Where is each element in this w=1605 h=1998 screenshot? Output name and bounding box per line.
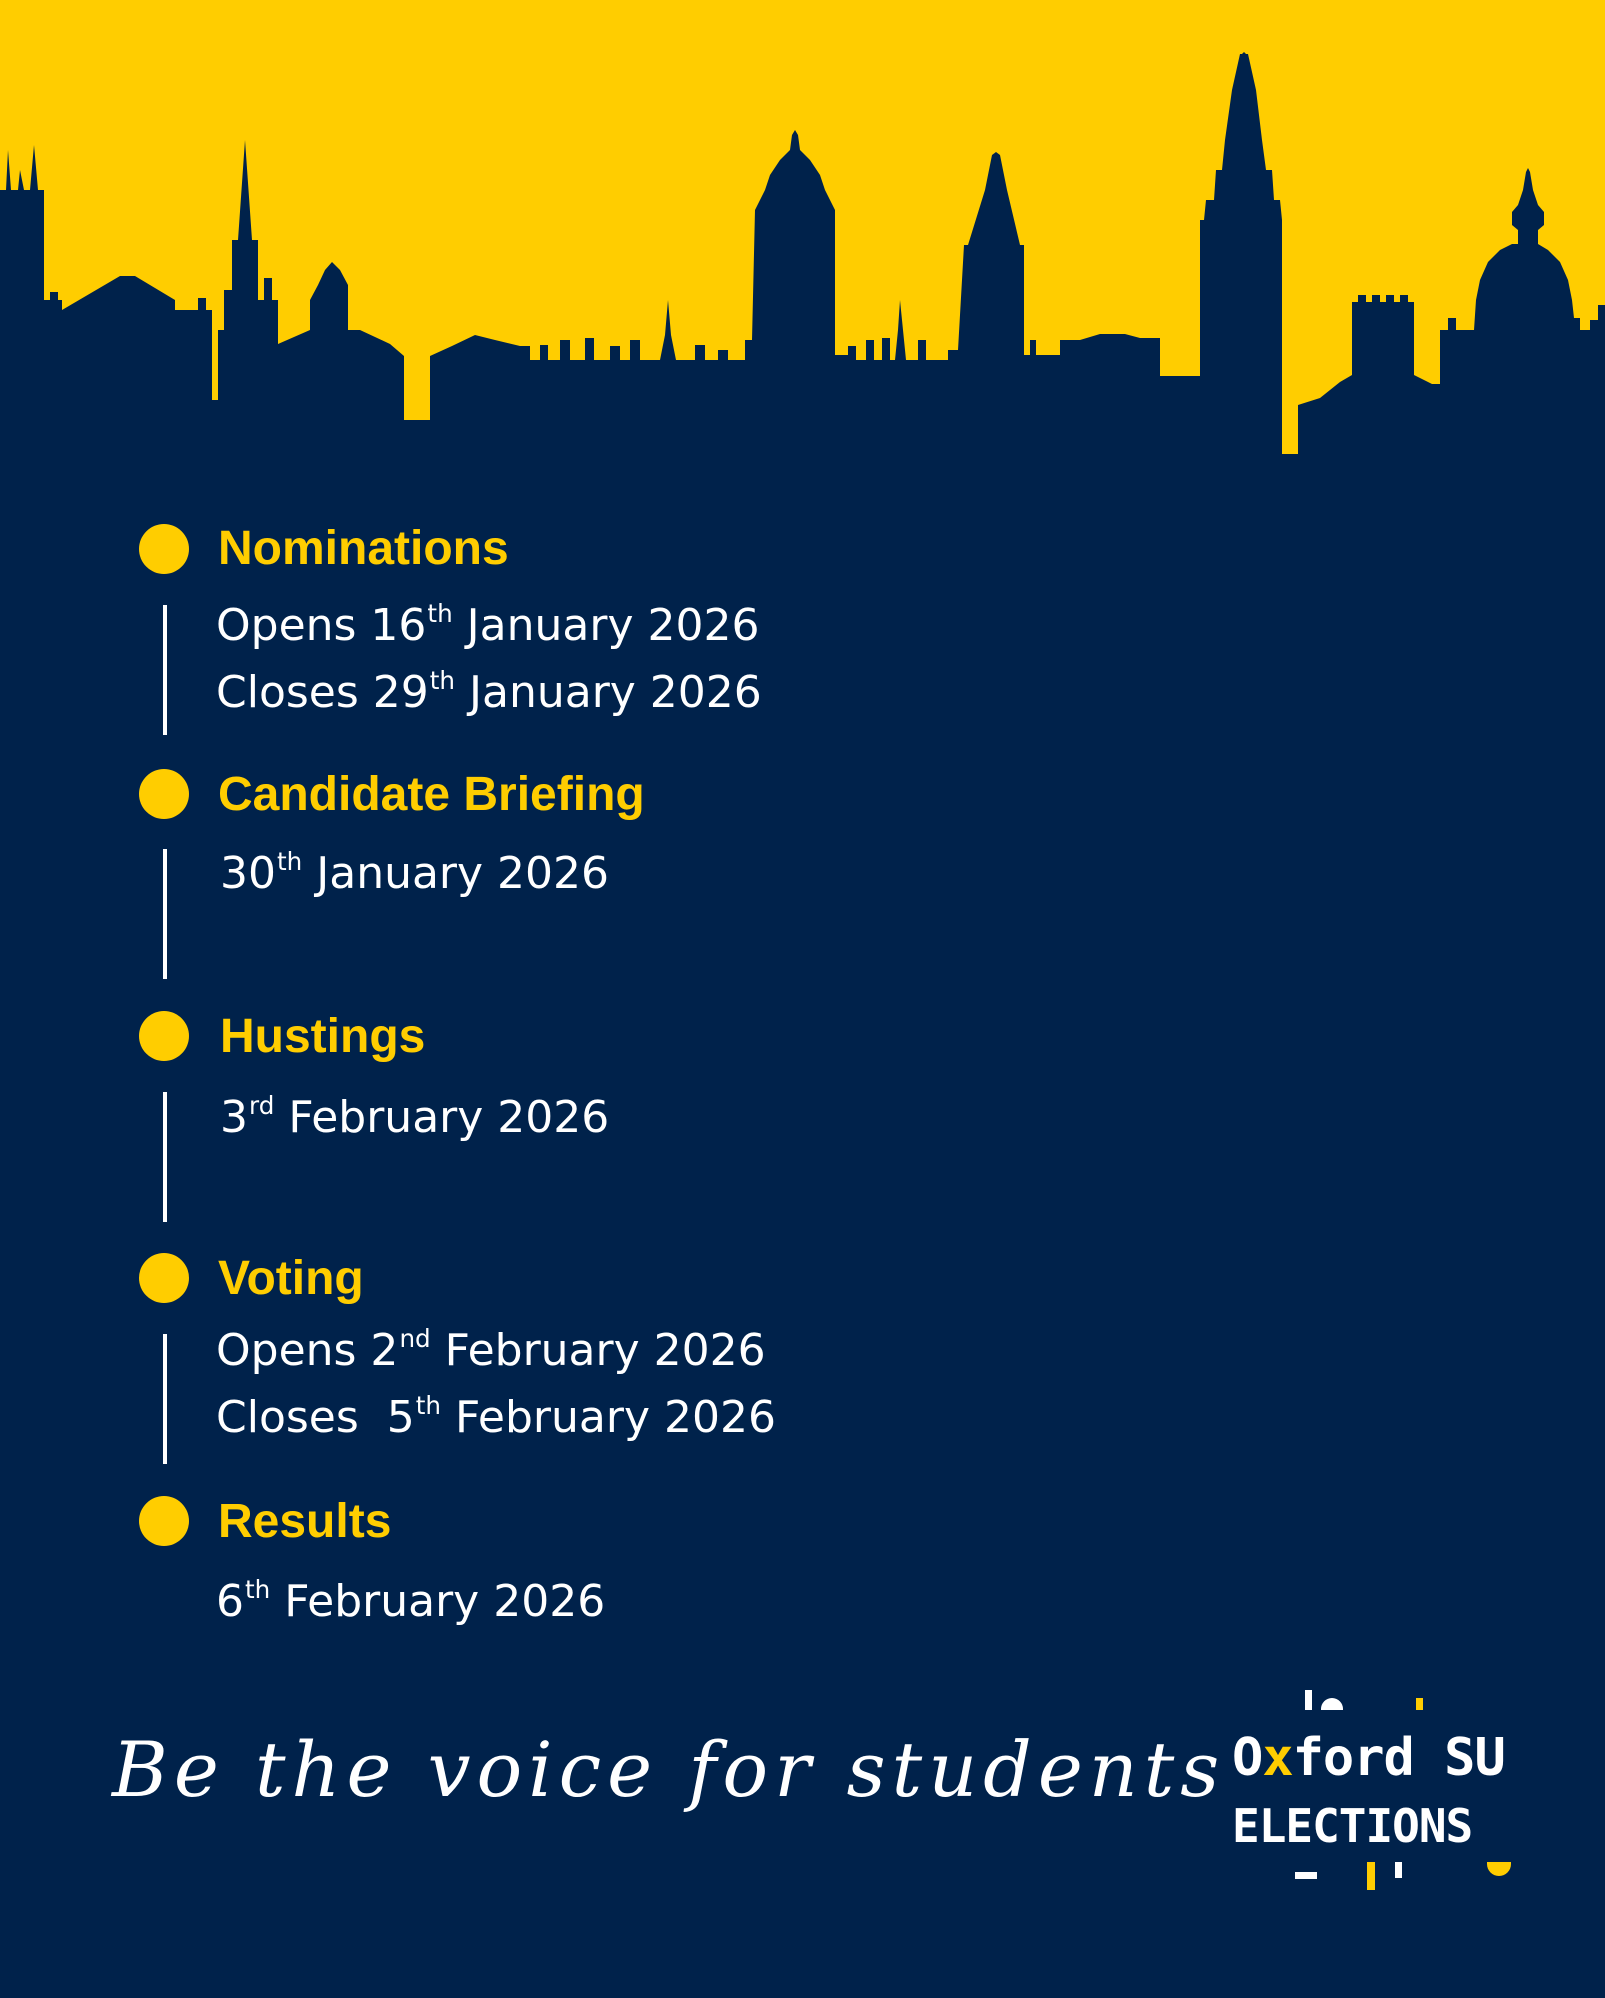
oxford-su-elections-logo bbox=[1225, 1690, 1525, 1890]
timeline-heading: Nominations bbox=[218, 522, 509, 575]
logo-decorative-mark bbox=[1295, 1872, 1317, 1879]
timeline-date-line: Opens 16th January 2026 bbox=[216, 598, 760, 651]
timeline-date-line: Closes 29th January 2026 bbox=[216, 665, 762, 718]
timeline-connector-line bbox=[163, 605, 167, 735]
timeline-date-line: 3rd February 2026 bbox=[220, 1090, 610, 1143]
timeline-date-line: 30th January 2026 bbox=[220, 846, 610, 899]
timeline-bullet-dot bbox=[139, 1253, 189, 1303]
timeline-date-line: Closes 5th February 2026 bbox=[216, 1390, 776, 1443]
logo-decorative-mark bbox=[1305, 1690, 1312, 1710]
timeline-connector-line bbox=[163, 1092, 167, 1222]
timeline-bullet-dot bbox=[139, 769, 189, 819]
timeline-bullet-dot bbox=[139, 1011, 189, 1061]
logo-line-elections: ELECTIONS bbox=[1232, 1799, 1473, 1853]
timeline-date-line: 6th February 2026 bbox=[216, 1574, 606, 1627]
logo-decorative-mark bbox=[1416, 1698, 1423, 1710]
logo-decorative-mark bbox=[1487, 1862, 1511, 1876]
timeline-connector-line bbox=[163, 849, 167, 979]
logo-decorative-mark bbox=[1395, 1862, 1402, 1878]
timeline-heading: Voting bbox=[218, 1252, 364, 1305]
timeline-heading: Candidate Briefing bbox=[218, 768, 645, 821]
logo-decorative-mark bbox=[1321, 1698, 1343, 1710]
timeline-heading: Hustings bbox=[220, 1010, 426, 1063]
logo-decorative-mark bbox=[1367, 1862, 1375, 1890]
tagline: Be the voice for students bbox=[112, 1725, 1226, 1814]
timeline-bullet-dot bbox=[139, 524, 189, 574]
timeline-connector-line bbox=[163, 1334, 167, 1464]
timeline-bullet-dot bbox=[139, 1496, 189, 1546]
logo-line-oxford-su: Oxford SU bbox=[1232, 1728, 1505, 1788]
timeline-date-line: Opens 2nd February 2026 bbox=[216, 1323, 766, 1376]
timeline-heading: Results bbox=[218, 1495, 392, 1548]
